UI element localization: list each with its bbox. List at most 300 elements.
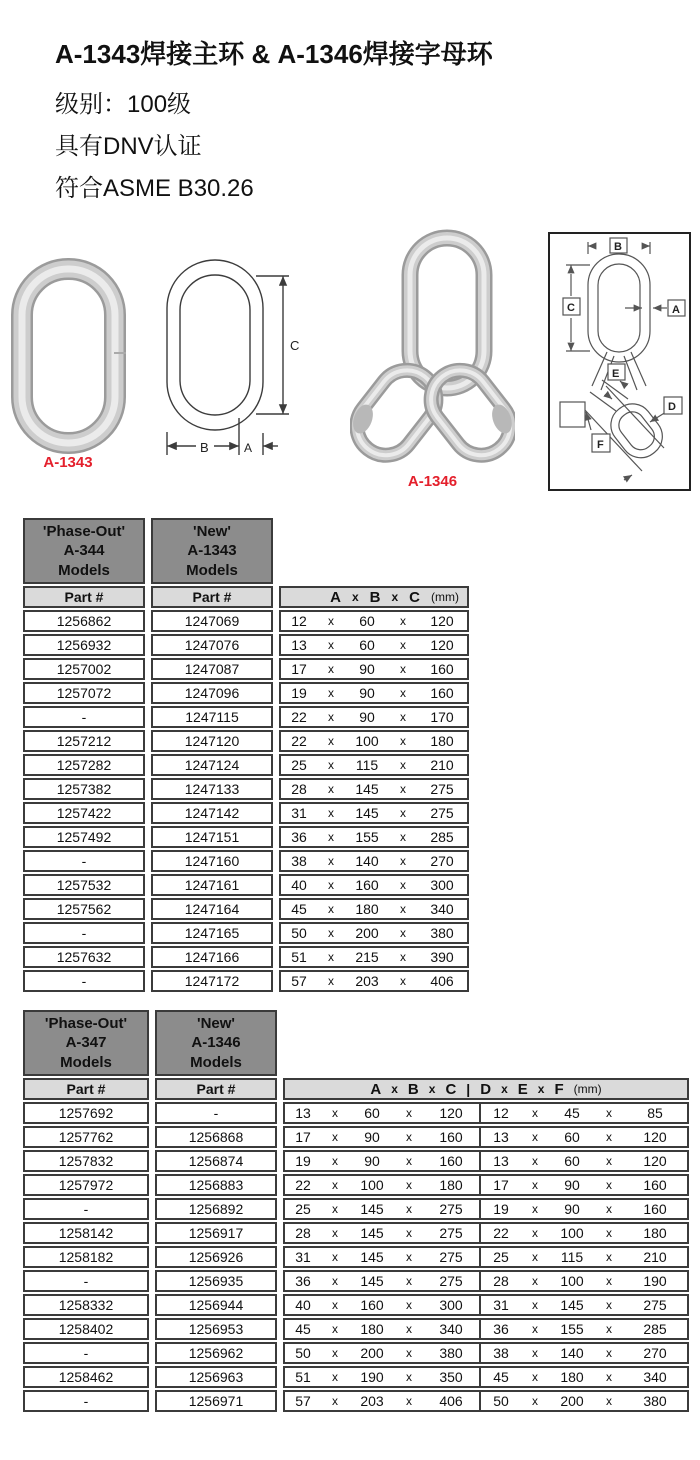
- dims-def-cell: [479, 1318, 689, 1340]
- dims-value: 180: [643, 1225, 667, 1241]
- dims-value: 28: [295, 1225, 311, 1241]
- part-number-cell: 1247076: [151, 634, 273, 656]
- assembly-diagram-graphic: [550, 234, 689, 489]
- diagram-label-b: B: [614, 241, 622, 253]
- dims-letter: A: [370, 1080, 382, 1098]
- dims-x: x: [332, 1394, 338, 1408]
- dims-x: x: [400, 902, 406, 916]
- dims-x: x: [406, 1154, 412, 1168]
- dims-x: x: [332, 1178, 338, 1192]
- dims-x: x: [332, 1202, 338, 1216]
- dimension-drawing-graphic: [158, 243, 308, 463]
- dims-x: x: [328, 662, 334, 676]
- header-line: 'Phase-Out': [42, 522, 126, 540]
- dims-value: 180: [355, 901, 379, 917]
- dims-unit: (mm): [573, 1082, 602, 1096]
- header-line: Models: [58, 561, 110, 579]
- part-number-cell: 1257212: [23, 730, 145, 752]
- a1343-caption: A-1343: [43, 454, 93, 471]
- dims-x: x: [400, 662, 406, 676]
- dims-cell: [279, 970, 469, 992]
- dims-abc-cell: [283, 1366, 481, 1388]
- dims-cell: [279, 826, 469, 848]
- dims-cell: [279, 610, 469, 632]
- dims-x: x: [400, 686, 406, 700]
- dims-values: [281, 877, 467, 893]
- part-number-cell: 1256868: [155, 1126, 277, 1148]
- dims-values: [281, 685, 467, 701]
- dims-values: [285, 1249, 479, 1265]
- dims-def-cell: [479, 1222, 689, 1244]
- dims-values: [481, 1369, 687, 1385]
- dims-cell: [279, 634, 469, 656]
- part-number-cell: -: [155, 1102, 277, 1124]
- dims-value: 85: [647, 1105, 663, 1121]
- dims-value: 50: [291, 925, 307, 941]
- dims-value: 31: [295, 1249, 311, 1265]
- dims-x: x: [406, 1298, 412, 1312]
- dims-x: x: [328, 902, 334, 916]
- part-number-cell: 1257282: [23, 754, 145, 776]
- part-number-cell: 1258332: [23, 1294, 149, 1316]
- dims-x: x: [532, 1202, 538, 1216]
- part-number-cell: 1256963: [155, 1366, 277, 1388]
- dims-x: x: [332, 1298, 338, 1312]
- dims-x: x: [406, 1106, 412, 1120]
- dims-value: 190: [643, 1273, 667, 1289]
- part-number-cell: 1257632: [23, 946, 145, 968]
- dims-values: [481, 1225, 687, 1241]
- dims-row: [283, 1294, 689, 1316]
- grade-line: 级别：100级: [55, 91, 192, 118]
- dims-x: x: [606, 1322, 612, 1336]
- a1346-phaseout-header: [23, 1010, 149, 1076]
- dims-abc-cell: [283, 1390, 481, 1412]
- dims-value: 57: [291, 973, 307, 989]
- a1346-new-body: [155, 1102, 277, 1412]
- dims-abc-cell: [283, 1342, 481, 1364]
- dims-x: x: [332, 1250, 338, 1264]
- dims-x: x: [400, 614, 406, 628]
- dims-value: 45: [564, 1105, 580, 1121]
- dims-value: 13: [291, 637, 307, 653]
- dims-x: x: [537, 1082, 545, 1096]
- dims-x: x: [328, 830, 334, 844]
- dims-row: [283, 1270, 689, 1292]
- dims-values: [281, 733, 467, 749]
- dims-values: [285, 1345, 479, 1361]
- dims-value: 145: [360, 1273, 384, 1289]
- dims-letter: F: [554, 1080, 564, 1098]
- dims-value: 31: [493, 1297, 509, 1313]
- dims-value: 36: [291, 829, 307, 845]
- dims-value: 19: [295, 1153, 311, 1169]
- dims-cell: [279, 802, 469, 824]
- dims-values: [281, 613, 467, 629]
- dims-value: 285: [430, 829, 454, 845]
- part-number-cell: 1256917: [155, 1222, 277, 1244]
- dims-value: 275: [430, 805, 454, 821]
- dims-x: x: [332, 1370, 338, 1384]
- dims-value: 100: [360, 1177, 384, 1193]
- dims-cell: [279, 898, 469, 920]
- part-number-cell: 1247142: [151, 802, 273, 824]
- dims-value: 45: [295, 1321, 311, 1337]
- a1346-dimension-diagram: [548, 232, 691, 491]
- part-number-cell: -: [23, 970, 145, 992]
- dims-value: 22: [493, 1225, 509, 1241]
- part-number-cell: 1247087: [151, 658, 273, 680]
- dims-x: x: [400, 950, 406, 964]
- part-number-cell: 1256935: [155, 1270, 277, 1292]
- dims-cell: [279, 850, 469, 872]
- dims-letter: B: [407, 1080, 419, 1098]
- dims-value: 380: [430, 925, 454, 941]
- header-line: A-1343: [187, 542, 237, 560]
- dims-x: x: [606, 1370, 612, 1384]
- a1346-dims-body: [283, 1102, 689, 1412]
- dims-x: x: [328, 686, 334, 700]
- dims-x: x: [400, 854, 406, 868]
- dims-value: 390: [430, 949, 454, 965]
- dims-values: [285, 1297, 479, 1313]
- a1343-photo: [8, 258, 128, 459]
- part-number-cell: 1247096: [151, 682, 273, 704]
- dims-value: 200: [560, 1393, 584, 1409]
- dims-values: [281, 829, 467, 845]
- part-number-cell: 1256953: [155, 1318, 277, 1340]
- part-number-cell: 1256926: [155, 1246, 277, 1268]
- dims-x: x: [428, 1082, 436, 1096]
- part-number-cell: -: [23, 1270, 149, 1292]
- dims-row: [283, 1246, 689, 1268]
- a1346-old-body: [23, 1102, 149, 1412]
- dims-value: 60: [364, 1105, 380, 1121]
- dims-x: x: [606, 1346, 612, 1360]
- dims-value: 90: [359, 709, 375, 725]
- dims-value: 17: [295, 1129, 311, 1145]
- dims-value: 45: [493, 1369, 509, 1385]
- dims-value: 145: [360, 1201, 384, 1217]
- dims-row: [283, 1150, 689, 1172]
- dims-values: [281, 853, 467, 869]
- dims-value: 13: [295, 1105, 311, 1121]
- a1346-new-part-header: Part #: [155, 1078, 277, 1100]
- dims-value: 28: [291, 781, 307, 797]
- dims-values: [281, 805, 467, 821]
- dims-abc-cell: [283, 1294, 481, 1316]
- a1346-caption: A-1346: [407, 473, 458, 490]
- a1346-new-header: [155, 1010, 277, 1076]
- dims-value: 19: [291, 685, 307, 701]
- dims-x: x: [406, 1346, 412, 1360]
- part-number-cell: 1257762: [23, 1126, 149, 1148]
- dims-x: x: [606, 1178, 612, 1192]
- dims-x: x: [328, 950, 334, 964]
- dims-abc-cell: [283, 1270, 481, 1292]
- dims-value: 200: [360, 1345, 384, 1361]
- dims-value: 140: [355, 853, 379, 869]
- dims-value: 51: [295, 1369, 311, 1385]
- dims-x: x: [332, 1346, 338, 1360]
- dims-value: 145: [360, 1249, 384, 1265]
- dims-def-cell: [479, 1342, 689, 1364]
- dims-x: x: [406, 1226, 412, 1240]
- dims-x: x: [532, 1226, 538, 1240]
- dims-value: 160: [643, 1201, 667, 1217]
- dims-value: 100: [560, 1273, 584, 1289]
- dims-value: 180: [439, 1177, 463, 1193]
- dims-value: 155: [355, 829, 379, 845]
- dims-value: 160: [439, 1129, 463, 1145]
- dims-value: 40: [291, 877, 307, 893]
- part-number-cell: 1256971: [155, 1390, 277, 1412]
- dims-value: 51: [291, 949, 307, 965]
- dims-x: x: [328, 782, 334, 796]
- dims-cell: [279, 754, 469, 776]
- part-number-cell: 1247166: [151, 946, 273, 968]
- dims-value: 406: [430, 973, 454, 989]
- dims-x: x: [406, 1250, 412, 1264]
- master-link-assembly-photo-graphic: [350, 228, 515, 472]
- dims-value: 170: [430, 709, 454, 725]
- part-number-cell: -: [23, 850, 145, 872]
- dims-values: [285, 1153, 479, 1169]
- dims-x: x: [606, 1106, 612, 1120]
- dims-value: 57: [295, 1393, 311, 1409]
- dims-x: x: [532, 1274, 538, 1288]
- dims-x: x: [532, 1322, 538, 1336]
- dims-value: 60: [564, 1129, 580, 1145]
- dims-row: [283, 1342, 689, 1364]
- dims-value: 36: [295, 1273, 311, 1289]
- part-number-cell: 1256862: [23, 610, 145, 632]
- dims-value: 270: [430, 853, 454, 869]
- dims-value: 100: [355, 733, 379, 749]
- dims-value: 285: [643, 1321, 667, 1337]
- a1346-phaseout-part-header: Part #: [23, 1078, 149, 1100]
- part-number-cell: 1247069: [151, 610, 273, 632]
- dims-x: x: [606, 1250, 612, 1264]
- header-line: A-347: [65, 1034, 107, 1052]
- dims-value: 45: [291, 901, 307, 917]
- dims-def-cell: [479, 1102, 689, 1124]
- dims-value: 90: [364, 1153, 380, 1169]
- dims-value: 380: [439, 1345, 463, 1361]
- dims-value: 28: [493, 1273, 509, 1289]
- dims-row: [283, 1126, 689, 1148]
- dims-values: [481, 1273, 687, 1289]
- dims-cell: [279, 922, 469, 944]
- dims-def-cell: [479, 1174, 689, 1196]
- dims-x: x: [406, 1202, 412, 1216]
- dims-x: x: [328, 926, 334, 940]
- part-number-cell: 1256962: [155, 1342, 277, 1364]
- dims-cell: [279, 682, 469, 704]
- part-number-cell: 1258462: [23, 1366, 149, 1388]
- dims-value: 300: [439, 1297, 463, 1313]
- part-number-cell: -: [23, 1342, 149, 1364]
- dims-abc-cell: [283, 1174, 481, 1196]
- dims-x: x: [606, 1226, 612, 1240]
- dims-value: 180: [360, 1321, 384, 1337]
- dims-value: 22: [291, 733, 307, 749]
- dims-x: x: [328, 878, 334, 892]
- dims-value: 160: [360, 1297, 384, 1313]
- dims-value: 160: [439, 1153, 463, 1169]
- dims-values: [285, 1105, 479, 1121]
- part-number-cell: 1258182: [23, 1246, 149, 1268]
- dims-value: 12: [291, 613, 307, 629]
- dims-values: [481, 1345, 687, 1361]
- dims-value: 350: [439, 1369, 463, 1385]
- page-title: A-1343焊接主环 & A-1346焊接字母环: [55, 39, 493, 69]
- certification-line: 具有DNV认证: [55, 133, 202, 160]
- a1346-dims-header: [283, 1078, 689, 1100]
- dims-value: 38: [291, 853, 307, 869]
- dims-value: 340: [430, 901, 454, 917]
- dims-values: [481, 1321, 687, 1337]
- part-number-cell: 1247120: [151, 730, 273, 752]
- part-number-cell: 1256892: [155, 1198, 277, 1220]
- header-line: A-1346: [191, 1034, 241, 1052]
- dims-values: [281, 781, 467, 797]
- part-number-cell: 1257692: [23, 1102, 149, 1124]
- dims-row: [283, 1390, 689, 1412]
- dim-label-a: A: [244, 441, 253, 455]
- dims-values: [285, 1273, 479, 1289]
- dims-values: [281, 661, 467, 677]
- part-number-cell: 1256932: [23, 634, 145, 656]
- dims-value: 50: [493, 1393, 509, 1409]
- dims-x: x: [501, 1082, 508, 1096]
- dims-x: x: [406, 1130, 412, 1144]
- dims-value: 145: [560, 1297, 584, 1313]
- part-number-cell: 1257072: [23, 682, 145, 704]
- dim-label-b: B: [200, 440, 209, 455]
- header-line: Models: [60, 1053, 112, 1071]
- dims-values: [481, 1297, 687, 1313]
- dims-def-cell: [479, 1294, 689, 1316]
- dims-value: 203: [360, 1393, 384, 1409]
- dims-value: 120: [643, 1153, 667, 1169]
- dims-value: 406: [439, 1393, 463, 1409]
- dims-x: x: [532, 1298, 538, 1312]
- dims-def-cell: [479, 1246, 689, 1268]
- dims-x: x: [400, 806, 406, 820]
- a1343-new-header: [151, 518, 273, 584]
- dims-values: [285, 1369, 479, 1385]
- dims-x: x: [332, 1130, 338, 1144]
- a1343-new-part-header: Part #: [151, 586, 273, 608]
- dims-value: 270: [643, 1345, 667, 1361]
- dims-value: 190: [360, 1369, 384, 1385]
- dims-values: [481, 1393, 687, 1409]
- part-number-cell: 1247160: [151, 850, 273, 872]
- dims-letter: B: [369, 588, 381, 606]
- dims-x: x: [406, 1322, 412, 1336]
- dims-x: x: [400, 830, 406, 844]
- dims-x: x: [332, 1154, 338, 1168]
- dims-cell: [279, 946, 469, 968]
- dims-value: 160: [430, 685, 454, 701]
- dims-value: 210: [643, 1249, 667, 1265]
- dims-values: [285, 1177, 479, 1193]
- dims-cell: [279, 874, 469, 896]
- dims-values: [285, 1321, 479, 1337]
- dims-abc-cell: [283, 1246, 481, 1268]
- dims-x: x: [400, 758, 406, 772]
- dims-x: x: [400, 974, 406, 988]
- dims-abc-cell: [283, 1102, 481, 1124]
- dims-row: [283, 1366, 689, 1388]
- dims-x: x: [400, 638, 406, 652]
- dims-row: [283, 1174, 689, 1196]
- a1343-phaseout-part-header: Part #: [23, 586, 145, 608]
- dims-values: [481, 1201, 687, 1217]
- part-number-cell: 1257002: [23, 658, 145, 680]
- dims-value: 12: [493, 1105, 509, 1121]
- a1343-phaseout-header: [23, 518, 145, 584]
- master-link-photo-graphic: [8, 258, 128, 454]
- dims-cell: [279, 706, 469, 728]
- dims-def-cell: [479, 1270, 689, 1292]
- header-line: 'New': [197, 1014, 235, 1032]
- dims-x: x: [400, 878, 406, 892]
- dims-cell: [279, 658, 469, 680]
- dims-letter: C: [445, 1080, 457, 1098]
- dims-value: 145: [360, 1225, 384, 1241]
- part-number-cell: 1256883: [155, 1174, 277, 1196]
- dims-x: x: [391, 1082, 398, 1096]
- dims-value: 60: [359, 637, 375, 653]
- part-number-cell: 1258402: [23, 1318, 149, 1340]
- dims-value: 275: [643, 1297, 667, 1313]
- dims-value: 380: [643, 1393, 667, 1409]
- dims-value: 25: [493, 1249, 509, 1265]
- part-number-cell: 1247124: [151, 754, 273, 776]
- dims-value: 13: [493, 1129, 509, 1145]
- dims-x: x: [351, 590, 359, 604]
- part-number-cell: 1257492: [23, 826, 145, 848]
- dims-x: x: [532, 1130, 538, 1144]
- part-number-cell: 1256944: [155, 1294, 277, 1316]
- dims-value: 155: [560, 1321, 584, 1337]
- dims-value: 180: [430, 733, 454, 749]
- dims-value: 300: [430, 877, 454, 893]
- dims-x: x: [606, 1154, 612, 1168]
- dims-x: x: [400, 734, 406, 748]
- part-number-cell: 1247164: [151, 898, 273, 920]
- header-line: 'Phase-Out': [44, 1014, 128, 1032]
- header-line: Models: [190, 1053, 242, 1071]
- dims-value: 215: [355, 949, 379, 965]
- dims-value: 115: [560, 1249, 584, 1265]
- dims-value: 100: [560, 1225, 584, 1241]
- dims-x: x: [406, 1370, 412, 1384]
- dims-x: x: [332, 1322, 338, 1336]
- dims-value: 115: [355, 757, 379, 773]
- dims-values: [281, 901, 467, 917]
- dims-def-cell: [479, 1390, 689, 1412]
- dims-x: x: [606, 1274, 612, 1288]
- dims-abc-cell: [283, 1318, 481, 1340]
- dims-x: x: [400, 782, 406, 796]
- dims-value: 22: [291, 709, 307, 725]
- dims-x: x: [532, 1250, 538, 1264]
- dims-value: 180: [560, 1369, 584, 1385]
- a1343-dimension-drawing: [158, 243, 308, 468]
